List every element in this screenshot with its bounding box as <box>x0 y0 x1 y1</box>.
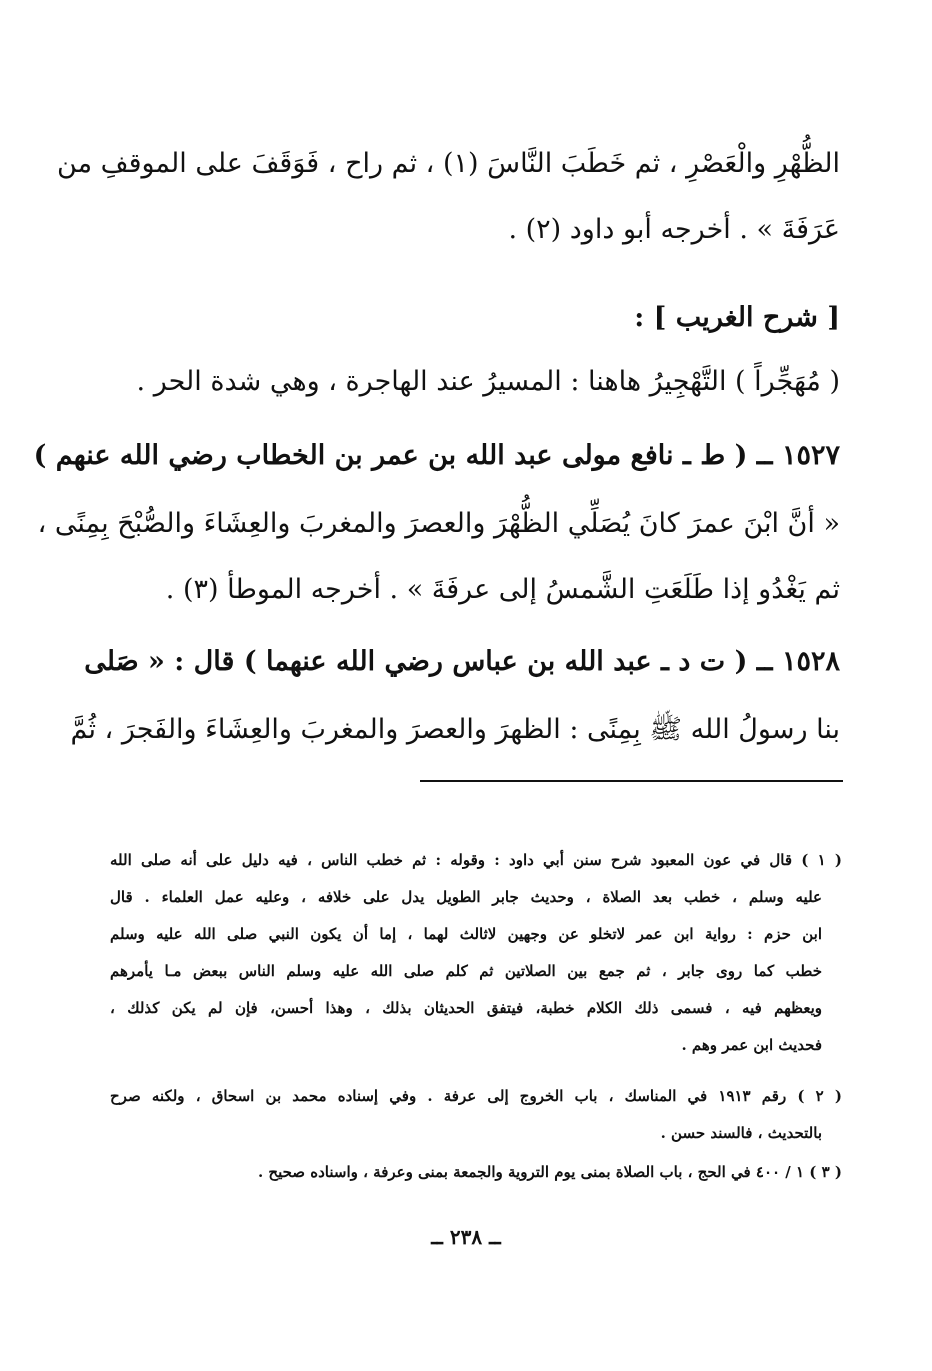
hadith-text-line: « أنَّ ابْنَ عمرَ كانَ يُصَلِّي الظُّهْرَ والعصرَ والمغربَ والعِشَاءَ والصُّبْحَ بِمِنًى ، <box>37 508 840 539</box>
footnote-line: عليه وسلم ، خطب بعد الصلاة ، وحديث جابر الطويل يدل على خلافه ، وعليه عمل العلماء . قال <box>110 888 822 906</box>
hadith-heading-1528: ١٥٢٨ ــ ( ت د ـ عبد الله بن عباس رضي الله عنهما ) قال : « صَلى <box>84 646 840 677</box>
footnote-line: ( ٢ ) رقم ١٩١٣ في المناسك ، باب الخروج إلى عرفة . وفي إسناده محمد بن اسحاق ، ولكنه صرح <box>110 1087 842 1105</box>
hadith-text-line: بنا رسولُ الله ﷺ بِمِنًى : الظهرَ والعصرَ والمغربَ والعِشَاءَ والفَجرَ ، ثُمَّ <box>70 714 840 745</box>
page-number: ــ ٢٣٨ ــ <box>431 1225 501 1249</box>
footnote-line: ويعظهم فيه ، فسمى ذلك الكلام خطبة، فيتفق الحديثان بذلك ، وهذا أحسن، فإن لم يكن كذلك ، <box>110 999 822 1017</box>
gharib-explanation-line: ( مُهَجِّراً ) التَّهْجِيرُ هاهنا : المسيرُ عند الهاجرة ، وهي شدة الحر . <box>136 366 840 397</box>
section-title-gharib: [ شرح الغريب ] : <box>634 302 840 333</box>
footnote-line: خطب كما روى جابر ، ثم جمع بين الصلاتين ثم كلم صلى الله عليه وسلم الناس ببعض مـا يأمرهم <box>110 962 822 980</box>
footnote-line: ابن حزم : رواية ابن عمر لاتخلو عن وجهين لاثالث لهما ، إما أن يكون النبي صلى الله عليه وسلم <box>110 925 822 943</box>
footnote-divider <box>420 780 843 782</box>
footnote-line: ( ١ ) قال في عون المعبود شرح سنن أبي داود : وقوله : ثم خطب الناس ، فيه دليل على أنه صلى الله <box>110 851 842 869</box>
footnote-line: ( ٣ ) ١ / ٤٠٠ في الحج ، باب الصلاة بمنى يوم التروية والجمعة بمنى وعرفة ، واسناده صحيح . <box>257 1163 842 1181</box>
footnote-line: بالتحديث ، فالسند حسن . <box>660 1124 822 1142</box>
hadith-text-line: ثم يَغْدُو إذا طَلَعَتِ الشَّمسُ إلى عرفَةَ » . أخرجه الموطأ (٣) . <box>165 574 840 605</box>
footnote-line: فحديث ابن عمر وهم . <box>681 1036 822 1054</box>
body-text-line: الظُّهْرِ والْعَصْرِ ، ثم خَطَبَ النَّاسَ (١) ، ثم راح ، فَوَقَفَ على الموقفِ من <box>57 148 840 179</box>
hadith-heading-1527: ١٥٢٧ ــ ( ط ـ نافع مولى عبد الله بن عمر بن الخطاب رضي الله عنهم ) <box>33 440 840 471</box>
body-text-line: عَرَفَةَ » . أخرجه أبو داود (٢) . <box>508 214 840 245</box>
